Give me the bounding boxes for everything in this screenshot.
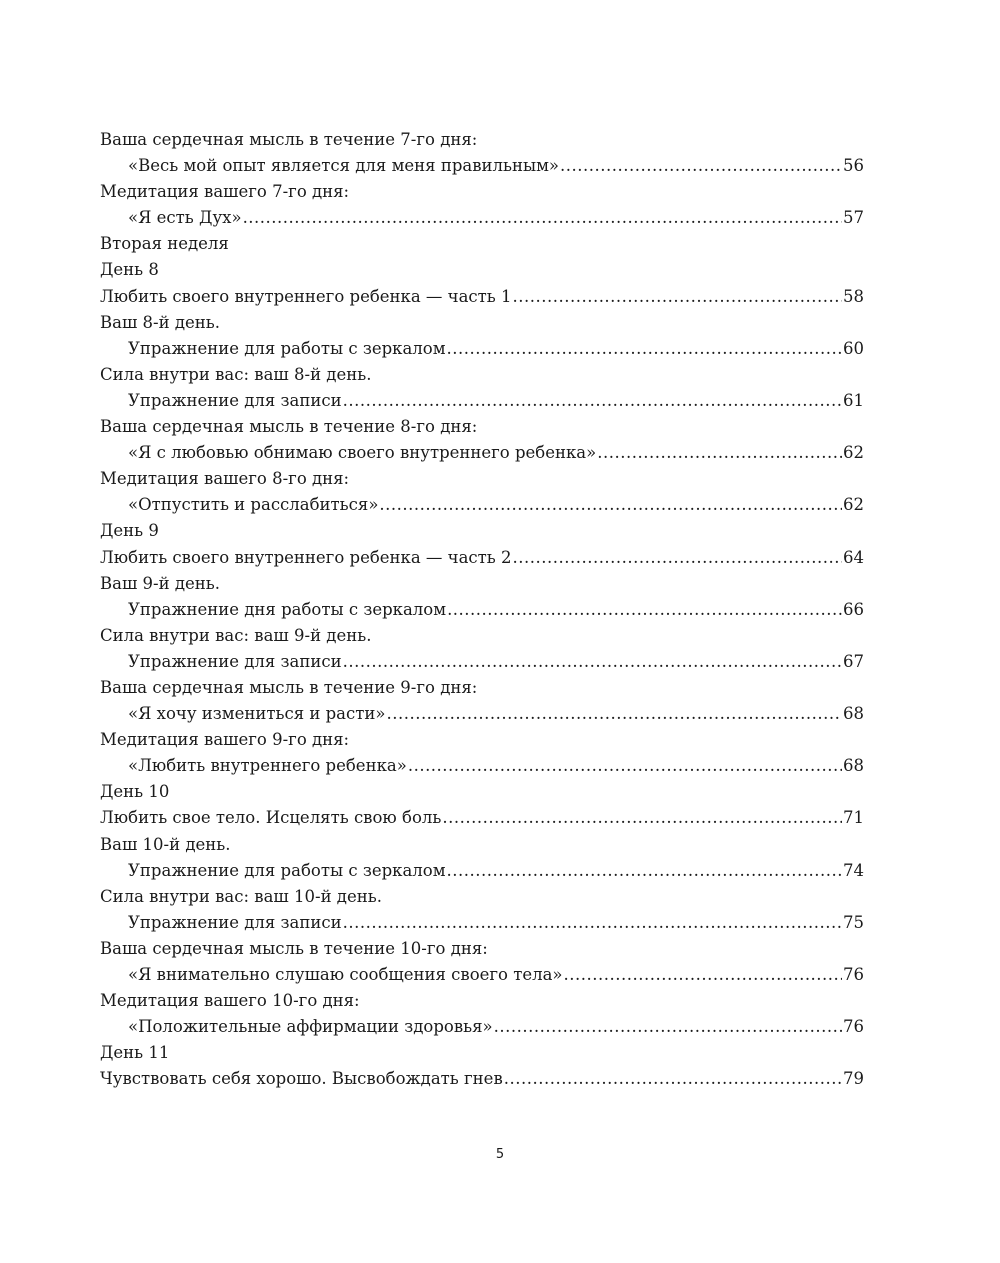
toc-entry[interactable] (100, 701, 864, 727)
toc-entry-title: «Весь мой опыт является для меня правильным» (128, 156, 560, 176)
toc-heading: Сила внутри вас: ваш 10-й день. (100, 886, 382, 906)
toc-entry-title: Любить своего внутреннего ребенка — часть 1 (100, 286, 512, 306)
toc-entry[interactable] (100, 388, 864, 414)
dot-leader (442, 805, 842, 831)
toc-entry-page: 68 (843, 704, 864, 724)
dot-leader (513, 284, 842, 310)
toc-entry[interactable] (100, 284, 864, 310)
toc-entry[interactable] (100, 753, 864, 779)
toc-entry-page: 68 (843, 756, 864, 776)
toc-entry-title: Упражнение для работы с зеркалом (128, 338, 446, 358)
toc-entry-page: 71 (843, 808, 864, 828)
toc-heading: Ваша сердечная мысль в течение 8-го дня: (100, 417, 478, 437)
dot-leader (386, 701, 842, 727)
dot-leader (243, 205, 842, 231)
toc-entry[interactable] (100, 1014, 864, 1040)
toc-entry-page: 66 (843, 599, 864, 619)
toc-entry-title: «Я хочу измениться и расти» (128, 704, 386, 724)
toc-entry-title: «Я есть Дух» (128, 208, 242, 228)
toc-heading: День 11 (100, 1043, 170, 1063)
toc-entry-title: «Я внимательно слушаю сообщения своего тела» (128, 965, 563, 984)
toc-entry[interactable] (100, 492, 864, 518)
toc-entry-title: «Отпустить и расслабиться» (128, 495, 379, 515)
dot-leader (494, 1014, 842, 1040)
toc-entry-title: «Положительные аффирмации здоровья» (128, 1017, 493, 1037)
toc-entry[interactable] (100, 858, 864, 884)
toc-entry[interactable] (100, 962, 864, 988)
dot-leader (560, 153, 842, 179)
toc-entry-title: Любить своего внутреннего ребенка — часть 2 (100, 547, 512, 567)
toc-heading: Сила внутри вас: ваш 9-й день. (100, 625, 372, 645)
dot-leader (504, 1066, 842, 1092)
toc-entry-title: Упражнение дня работы с зеркалом (128, 599, 447, 619)
dot-leader (447, 336, 842, 362)
toc-heading: Медитация вашего 9-го дня: (100, 730, 350, 750)
toc-entry[interactable] (100, 205, 864, 231)
toc-entry[interactable] (100, 1066, 864, 1092)
toc-entry-page: 58 (843, 286, 864, 306)
toc-entry[interactable] (100, 597, 864, 623)
toc-heading: Сила внутри вас: ваш 8-й день. (100, 364, 372, 384)
toc-entry[interactable] (100, 153, 864, 179)
toc-heading: Вторая неделя (100, 234, 229, 254)
toc-entry-title: «Любить внутреннего ребенка» (128, 756, 407, 776)
toc-entry[interactable] (100, 336, 864, 362)
dot-leader (343, 910, 842, 936)
toc-entry-page: 62 (843, 495, 864, 515)
toc-entry[interactable] (100, 649, 864, 675)
toc-entry-page: 79 (843, 1069, 864, 1089)
toc-entry[interactable] (100, 440, 864, 466)
toc-entry-page: 62 (843, 443, 864, 463)
toc-heading: Медитация вашего 7-го дня: (100, 182, 350, 202)
dot-leader (447, 858, 842, 884)
toc-heading: День 10 (100, 782, 170, 802)
toc-entry-page: 67 (843, 651, 864, 671)
toc-heading: День 9 (100, 521, 159, 541)
toc-heading: Ваша сердечная мысль в течение 7-го дня: (100, 130, 478, 149)
toc-entry-page: 76 (843, 965, 864, 984)
dot-leader (408, 753, 842, 779)
toc-entry-title: «Я с любовью обнимаю своего внутреннего ребенка» (128, 443, 597, 463)
dot-leader (447, 597, 842, 623)
toc-heading: Ваш 9-й день. (100, 573, 221, 593)
toc-entry[interactable] (100, 545, 864, 571)
toc-heading: День 8 (100, 260, 159, 280)
dot-leader (343, 388, 842, 414)
dot-leader (597, 440, 842, 466)
toc-entry-title: Любить свое тело. Исцелять свою боль (100, 808, 442, 828)
page-number: 5 (495, 1147, 505, 1162)
toc-entry-page: 57 (843, 208, 864, 228)
table-of-contents (100, 127, 864, 1092)
toc-entry-title: Упражнение для записи (128, 912, 342, 932)
toc-entry-page: 61 (843, 390, 864, 410)
toc-heading: Медитация вашего 10-го дня: (100, 991, 360, 1011)
toc-entry-page: 60 (843, 338, 864, 358)
dot-leader (379, 492, 842, 518)
toc-entry-title: Чувствовать себя хорошо. Высвобождать гнев (100, 1069, 503, 1089)
dot-leader (343, 649, 842, 675)
toc-entry-title: Упражнение для записи (128, 651, 342, 671)
toc-heading: Ваш 8-й день. (100, 312, 221, 332)
toc-heading: Ваша сердечная мысль в течение 10-го дня: (100, 938, 488, 958)
toc-entry-page: 76 (843, 1017, 864, 1037)
toc-entry-page: 56 (843, 156, 864, 176)
toc-entry-title: Упражнение для записи (128, 390, 342, 410)
dot-leader (513, 545, 842, 571)
toc-entry-page: 75 (843, 912, 864, 932)
toc-heading: Ваш 10-й день. (100, 834, 231, 854)
toc-entry[interactable] (100, 805, 864, 831)
toc-entry-page: 74 (843, 860, 864, 880)
dot-leader (564, 962, 842, 988)
toc-entry[interactable] (100, 910, 864, 936)
toc-heading: Ваша сердечная мысль в течение 9-го дня: (100, 677, 478, 697)
toc-entry-title: Упражнение для работы с зеркалом (128, 860, 446, 880)
toc-heading: Медитация вашего 8-го дня: (100, 469, 350, 489)
toc-entry-page: 64 (843, 547, 864, 567)
